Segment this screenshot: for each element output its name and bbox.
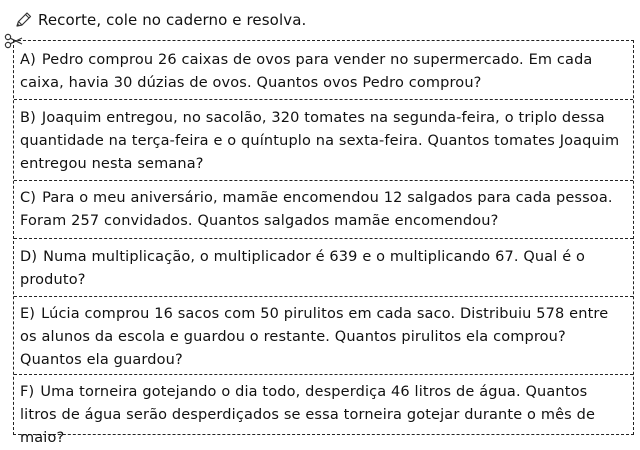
instruction-header <box>14 8 306 32</box>
problem-label: A) <box>20 52 36 68</box>
problem-text: Numa multiplicação, o multiplicador é 639 e o multiplicando 67. Qual é o produto? <box>20 249 586 288</box>
cut-line <box>14 374 633 375</box>
instruction-text: Recorte, cole no caderno e resolva. <box>38 11 307 29</box>
problem-label: F) <box>20 384 35 400</box>
cut-line <box>14 99 633 100</box>
problem-text: Para o meu aniversário, mamãe encomendou 12 salgados para cada pessoa. Foram 257 convidados. Quantos salgados mamãe encomendou? <box>20 190 613 229</box>
problem-label: E) <box>20 306 36 322</box>
problem-text: Uma torneira gotejando o dia todo, desperdiça 46 litros de água. Quantos litros de água serão desperdiçados se essa torneira gotejar durante o mês de maio? <box>20 384 596 446</box>
problem-label: C) <box>20 190 37 206</box>
problem-label: D) <box>20 249 38 265</box>
cut-out-sheet <box>13 40 634 446</box>
problem-text: Lúcia comprou 16 sacos com 50 pirulitos em cada saco. Distribuiu 578 entre os alunos da escola e guardou o restante. Quantos pirulitos ela comprou? Quantos ela guardou? <box>20 306 609 368</box>
pencil-icon <box>14 10 34 30</box>
problem-text: Joaquim entregou, no sacolão, 320 tomates na segunda-feira, o triplo dessa quantidade na terça-feira e o quíntuplo na sexta-feira. Quantos tomates Joaquim entregou nesta semana? <box>20 110 620 172</box>
problem-label: B) <box>20 110 36 126</box>
problem-d <box>14 246 633 292</box>
problem-c <box>14 187 633 233</box>
cut-line <box>14 296 633 297</box>
cut-line <box>14 180 633 181</box>
problem-e <box>14 303 633 372</box>
problem-b <box>14 107 633 176</box>
problem-text: Pedro comprou 26 caixas de ovos para vender no supermercado. Em cada caixa, havia 30 dúzias de ovos. Quantos ovos Pedro comprou? <box>20 52 593 91</box>
problem-a <box>14 49 633 95</box>
problem-f <box>14 381 633 450</box>
cut-line <box>14 238 633 239</box>
